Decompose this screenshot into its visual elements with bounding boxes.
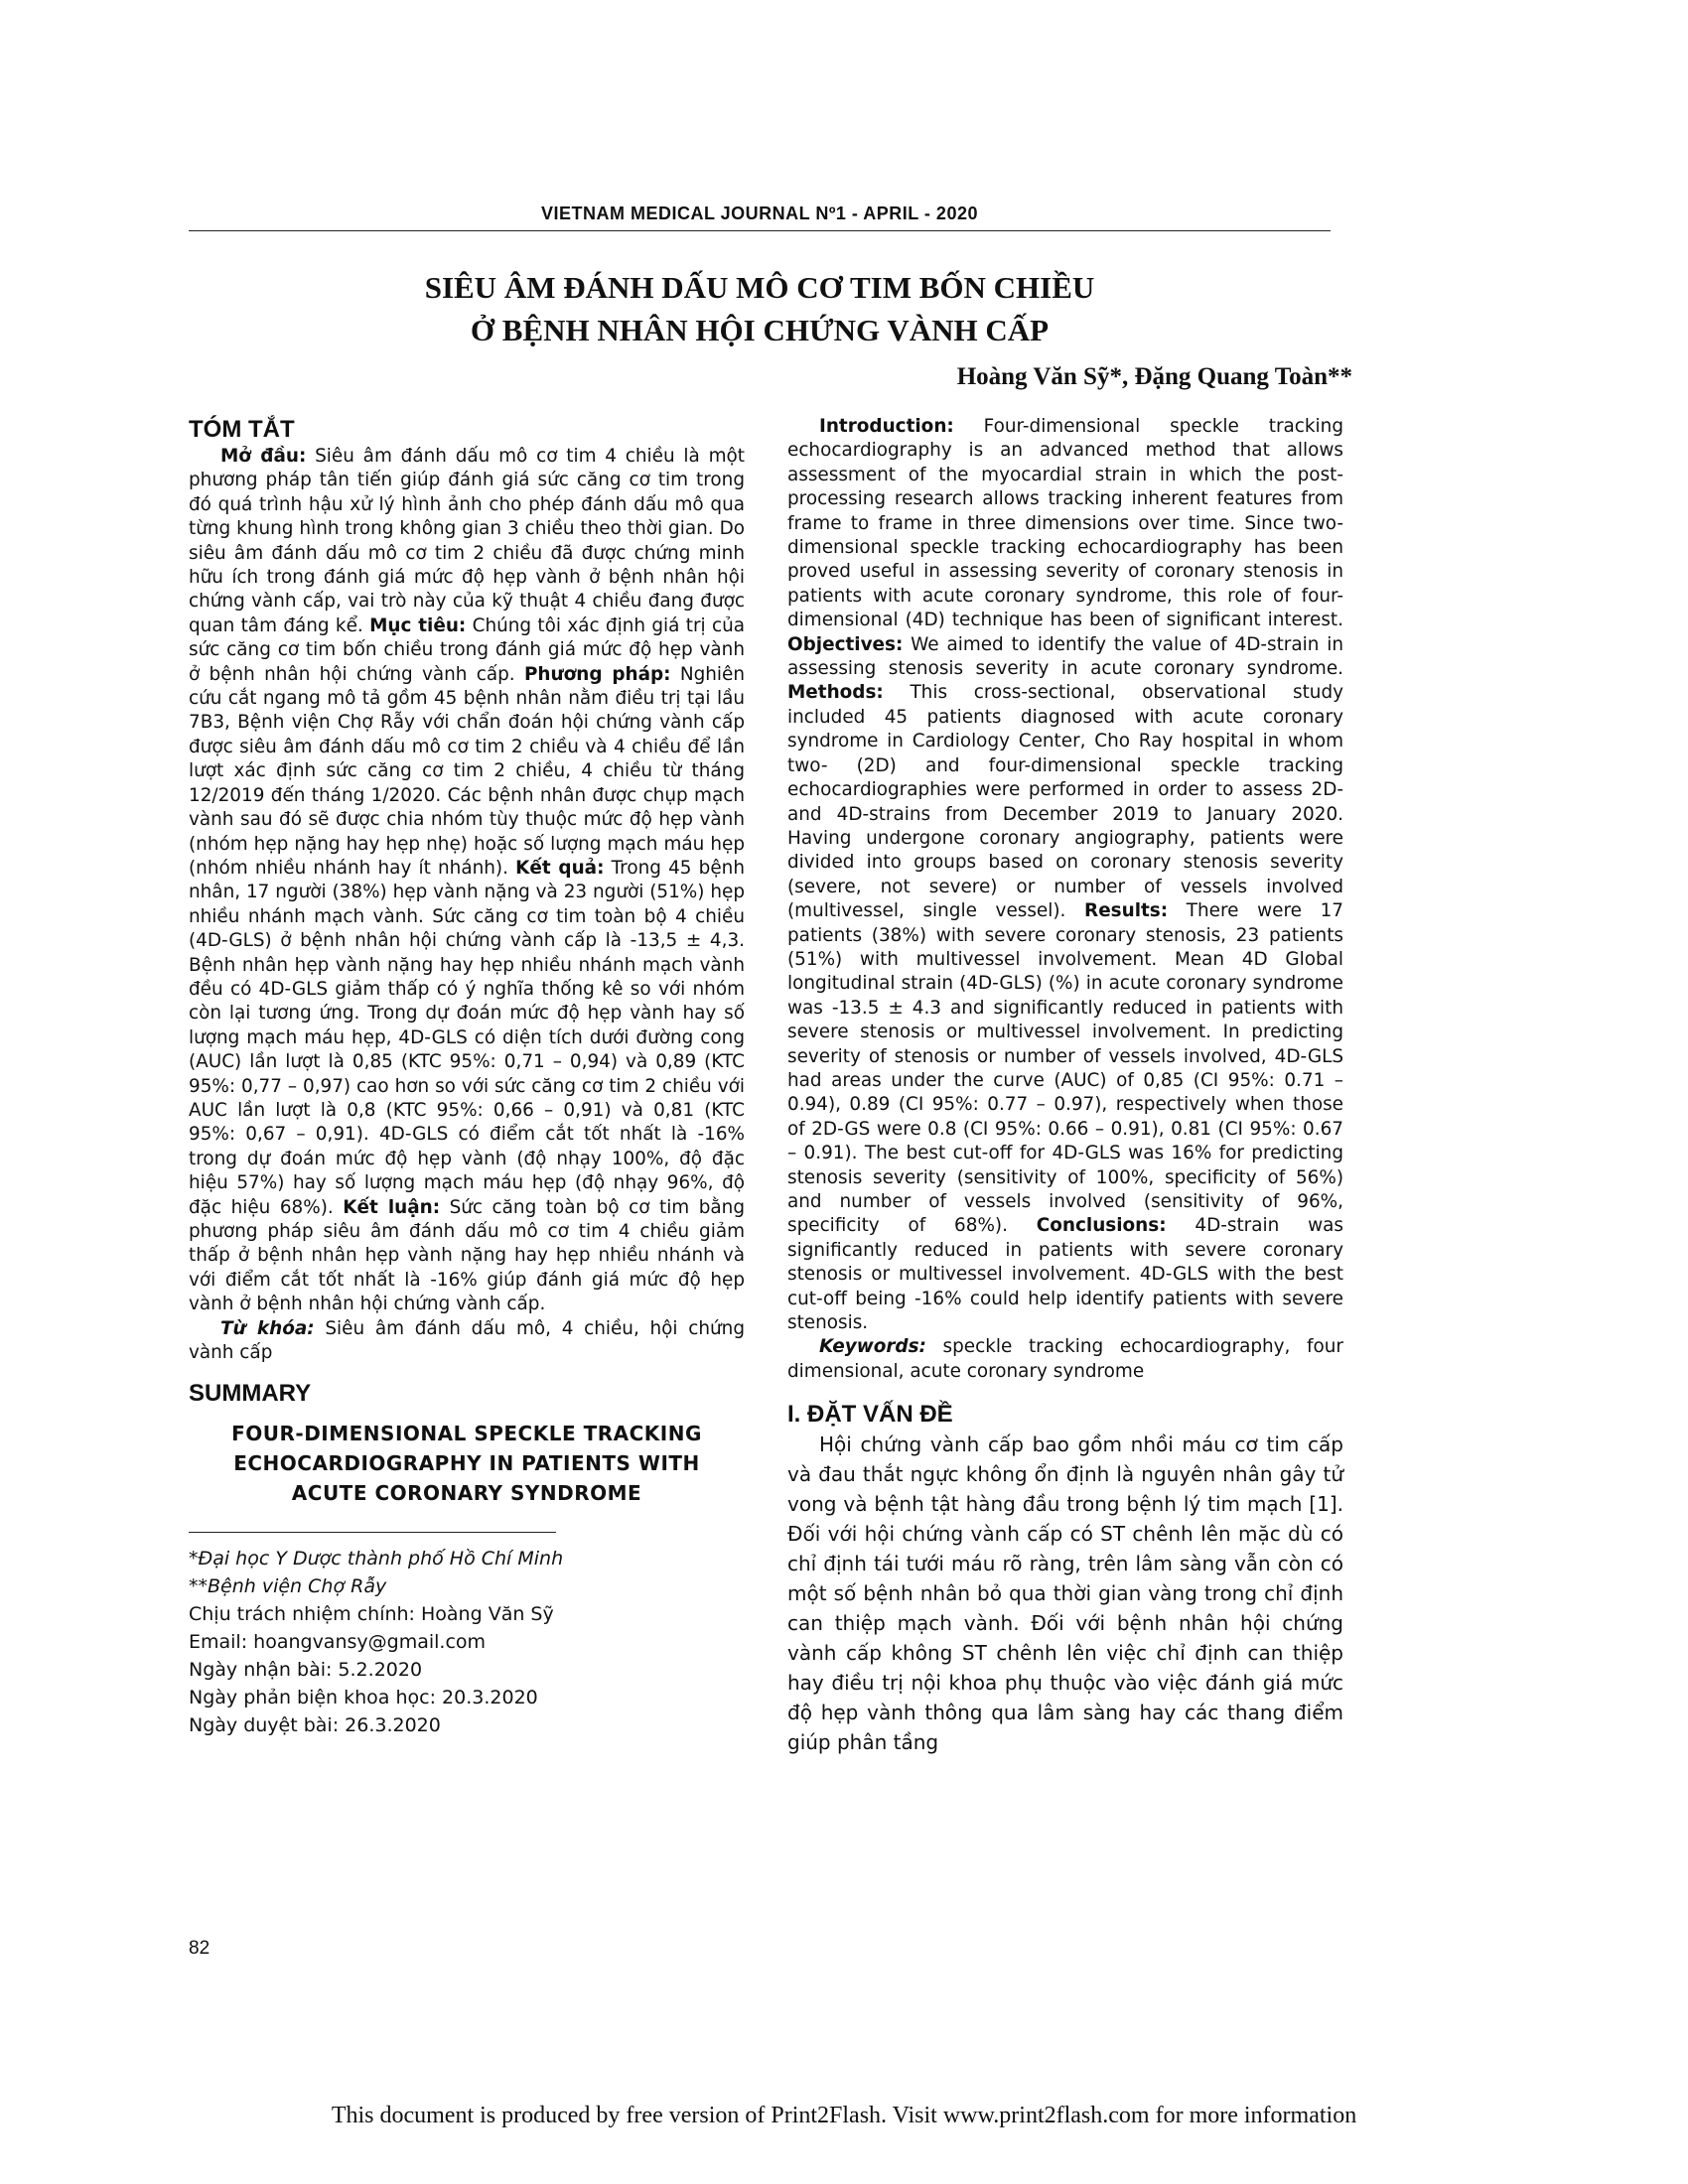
text-introduction: Four-dimensional speckle tracking echocardiography is an advanced method that allows assessment of the myocardial strain in which the post-processing research allows tracking inherent features from frame to frame in three dimensions over time. Since two-dimensional speckle tracking echocardiography has been proved useful in assessing severity of coronary stenosis in patients with acute coronary syndrome, this role of four-dimensional (4D) technique has been of significant interest.	[787, 416, 1343, 631]
abstract-en-body	[787, 415, 1343, 1335]
label-mo-dau: Mở đầu:	[220, 446, 307, 467]
article-title	[189, 266, 1331, 351]
authors: Hoàng Văn Sỹ*, Đặng Quang Toàn**	[956, 363, 1352, 390]
affiliation-1: *Đại học Y Dược thành phố Hồ Chí Minh	[189, 1548, 564, 1570]
text-muc-tieu: Chúng tôi xác định giá trị của sức căng cơ tim bốn chiều trong đánh giá mức độ hẹp vành ở bệnh nhân hội chứng vành cấp.	[189, 614, 745, 685]
label-objectives: Objectives:	[787, 633, 904, 655]
text-phuong-phap: Nghiên cứu cắt ngang mô tả gồm 45 bệnh nhân nằm điều trị tại lầu 7B3, Bệnh viện Chợ Rẫy với chẩn đoán hội chứng vành cấp được siêu âm đánh dấu mô cơ tim 2 chiều và 4 chiều để lần lượt xác định sức căng cơ tim 2 chiều, 4 chiều từ tháng 12/2019 đến tháng 1/2020. Các bệnh nhân được chụp mạch vành sau đó sẽ được chia nhóm tùy thuộc mức độ hẹp vành (nhóm hẹp nặng hay hẹp nhẹ) hoặc số lượng mạch máu hẹp (nhóm nhiều nhánh hay ít nhánh).	[189, 663, 745, 879]
english-title-line-2: ECHOCARDIOGRAPHY IN PATIENTS WITH	[233, 1451, 700, 1476]
section-1-heading: I. ĐẶT VẤN ĐỀ	[787, 1401, 953, 1429]
label-keywords: Keywords:	[819, 1336, 926, 1358]
label-tu-khoa: Từ khóa:	[220, 1317, 315, 1339]
summary-heading: SUMMARY	[189, 1380, 312, 1408]
footnotes	[189, 1545, 745, 1739]
text-objectives: We aimed to identify the value of 4D-strain in assessing stenosis severity in acute coronary syndrome.	[787, 633, 1343, 680]
text-ket-luan: Sức căng toàn bộ cơ tim bằng phương pháp siêu âm đánh dấu mô cơ tim 4 chiều giảm thấp ở bệnh nhân hẹp vành nặng hay hẹp nhiều nhánh và với điểm cắt tốt nhất là -16% giúp đánh giá mức độ hẹp vành ở bệnh nhân hội chứng vành cấp.	[189, 1196, 745, 1315]
date-accepted: Ngày duyệt bài: 26.3.2020	[189, 1714, 441, 1737]
print2flash-banner: This document is produced by free version of Print2Flash. Visit www.print2flash.com for more information	[331, 2103, 1357, 2128]
abstract-vi-body	[189, 445, 745, 1317]
english-title-line-3: ACUTE CORONARY SYNDROME	[291, 1481, 642, 1506]
journal-header: VIETNAM MEDICAL JOURNAL Nº1 - APRIL - 2020	[541, 204, 978, 223]
page-number: 82	[189, 1938, 211, 1959]
text-conclusions: 4D-strain was significantly reduced in patients with severe coronary stenosis or multivessel involvement. 4D-GLS with the best cut-off being -16% could help identify patients with severe stenosis.	[787, 1215, 1343, 1334]
date-received: Ngày nhận bài: 5.2.2020	[189, 1659, 423, 1682]
text-keywords: speckle tracking echocardiography, four dimensional, acute coronary syndrome	[787, 1336, 1343, 1382]
label-introduction: Introduction:	[819, 416, 954, 437]
text-methods: This cross-sectional, observational study included 45 patients diagnosed with acute coronary syndrome in Cardiology Center, Cho Ray hospital in whom two- (2D) and four-dimensional speckle tracking echocardiographies were performed in order to assess 2D- and 4D-strains from December 2019 to January 2020. Having undergone coronary angiography, patients were divided into groups based on coronary stenosis severity (severe, not severe) or number of vessels involved (multivessel, single vessel).	[787, 682, 1343, 922]
footnote-rule	[189, 1532, 556, 1533]
label-muc-tieu: Mục tiêu:	[369, 614, 467, 636]
text-ket-qua: Trong 45 bệnh nhân, 17 người (38%) hẹp vành nặng và 23 người (51%) hẹp nhiều nhánh mạch vành. Sức căng cơ tim toàn bộ 4 chiều (4D-GLS) ở bệnh nhân hội chứng vành cấp là -13,5 ± 4,3. Bệnh nhân hẹp vành nặng hay hẹp nhiều nhánh mạch vành đều có 4D-GLS giảm thấp có ý nghĩa thống kê so với nhóm còn lại tương ứng. Trong dự đoán mức độ hẹp vành hay số lượng mạch máu hẹp, 4D-GLS có diện tích dưới đường cong (AUC) lần lượt là 0,85 (KTC 95%: 0,71 – 0,94) và 0,89 (KTC 95%: 0,77 – 0,97) cao hơn so với sức căng cơ tim 2 chiều với AUC lần lượt là 0,8 (KTC 95%: 0,66 – 0,91) và 0,81 (KTC 95%: 0,67 – 0,91). 4D-GLS có điểm cắt tốt nhất là -16% trong dự đoán mức độ hẹp vành (độ nhạy 100%, độ đặc hiệu 57%) hay số lượng mạch máu hẹp (độ nhạy 96%, độ đặc hiệu 68%).	[189, 857, 745, 1218]
label-ket-luan: Kết luận:	[343, 1196, 441, 1218]
label-conclusions: Conclusions:	[1036, 1215, 1167, 1237]
left-column	[189, 415, 745, 1739]
keywords-en	[787, 1335, 1343, 1384]
section-1-body: Hội chứng vành cấp bao gồm nhồi máu cơ tim cấp và đau thắt ngực không ổn định là nguyên nhân gây tử vong và bệnh tật hàng đầu trong bệnh lý tim mạch [1]. Đối với hội chứng vành cấp có ST chênh lên mặc dù có chỉ định tái tưới máu rõ ràng, trên lâm sàng vẫn còn có một số bệnh nhân bỏ qua thời gian vàng trong chỉ định can thiệp mạch vành. Đối với bệnh nhân hội chứng vành cấp không ST chênh lên việc chỉ định can thiệp hay điều trị nội khoa phụ thuộc vào việc đánh giá mức độ hẹp vành thông qua lâm sàng hay các thang điểm giúp phân tầng	[787, 1433, 1343, 1755]
text-tu-khoa: Siêu âm đánh dấu mô, 4 chiều, hội chứng vành cấp	[189, 1317, 745, 1364]
title-line-1: SIÊU ÂM ĐÁNH DẤU MÔ CƠ TIM BỐN CHIỀU	[424, 270, 1095, 305]
affiliation-2: **Bệnh viện Chợ Rẫy	[189, 1575, 387, 1598]
date-reviewed: Ngày phản biện khoa học: 20.3.2020	[189, 1687, 538, 1709]
abstract-vi-heading: TÓM TẮT	[189, 416, 295, 443]
title-line-2: Ở BỆNH NHÂN HỘI CHỨNG VÀNH CẤP	[470, 313, 1050, 347]
keywords-vi	[189, 1317, 745, 1366]
header-rule	[189, 230, 1331, 231]
label-methods: Methods:	[787, 682, 884, 704]
text-mo-dau: Siêu âm đánh dấu mô cơ tim 4 chiều là một phương pháp tân tiến giúp đánh giá sức căng cơ tim trong đó quá trình hậu xử lý hình ảnh cho phép đánh dấu mô qua từng khung hình trong không gian 3 chiều theo thời gian. Do siêu âm đánh dấu mô cơ tim 2 chiều đã được chứng minh hữu ích trong đánh giá mức độ hẹp vành ở bệnh nhân hội chứng vành cấp, vai trò này của kỹ thuật 4 chiều đang được quan tâm đáng kể.	[189, 446, 745, 636]
english-title	[189, 1419, 745, 1508]
label-phuong-phap: Phương pháp:	[523, 663, 671, 685]
english-title-line-1: FOUR-DIMENSIONAL SPECKLE TRACKING	[231, 1422, 702, 1446]
email: Email: hoangvansy@gmail.com	[189, 1631, 487, 1654]
label-ket-qua: Kết quả:	[515, 857, 605, 879]
label-results: Results:	[1084, 900, 1169, 922]
right-column	[787, 415, 1343, 1757]
responsible-author: Chịu trách nhiệm chính: Hoàng Văn Sỹ	[189, 1603, 554, 1626]
text-results: There were 17 patients (38%) with severe coronary stenosis, 23 patients (51%) with multivessel involvement. Mean 4D Global longitudinal strain (4D-GLS) (%) in acute coronary syndrome was -13.5 ± 4.3 and significantly reduced in patients with severe stenosis or multivessel involvement. In predicting severity of stenosis or number of vessels involved, 4D-GLS had areas under the curve (AUC) of 0,85 (CI 95%: 0.71 – 0.94), 0.89 (CI 95%: 0.77 – 0.97), respectively when those of 2D-GS were 0.8 (CI 95%: 0.66 – 0.91), 0.81 (CI 95%: 0.67 – 0.91). The best cut-off for 4D-GLS was 16% for predicting stenosis severity (sensitivity of 100%, specificity of 56%) and number of vessels involved (sensitivity of 96%, specificity of 68%).	[787, 900, 1343, 1237]
